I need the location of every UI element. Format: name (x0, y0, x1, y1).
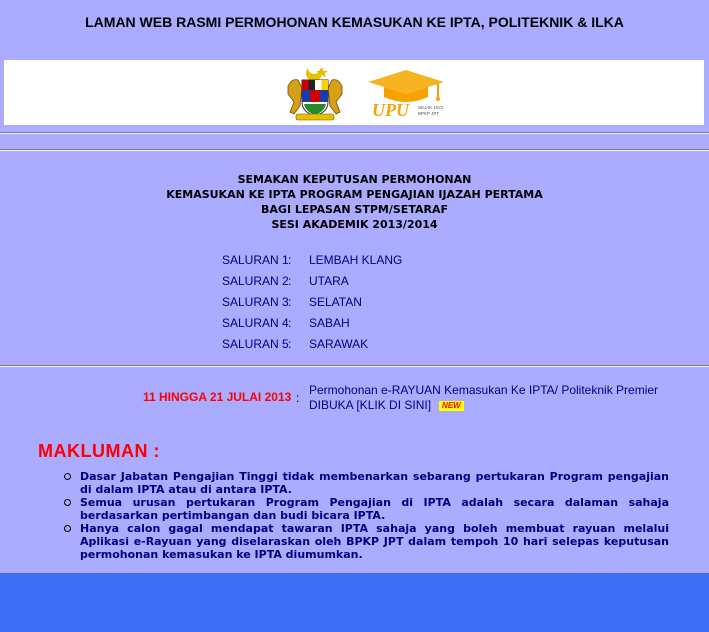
channel-link-selatan[interactable]: SELATAN (309, 295, 362, 309)
divider (0, 149, 709, 151)
heading-line-3: BAGI LEPASAN STPM/SETARAF (261, 203, 448, 216)
makluman-list (62, 470, 669, 561)
makluman-item-text: Hanya calon gagal mendapat tawaran IPTA sahaja yang boleh membuat rayuan melalui Aplikasi e-Rayuan yang diselaraskan oleh BPKP JPT dalam tempoh 10 hari selepas keputusan permohonan kemasukan ke IPTA diumumkan. (80, 522, 669, 561)
upu-logo-text: UPU (372, 100, 409, 120)
bullet-icon (64, 525, 71, 532)
channel-label: SALURAN 4 (222, 316, 289, 330)
bullet-icon (64, 473, 71, 480)
channel-list (222, 253, 402, 358)
channel-colon: : (288, 295, 292, 309)
channel-label: SALURAN 1 (222, 253, 289, 267)
channel-label: SALURAN 2 (222, 274, 289, 288)
channel-label: SALURAN 3 (222, 295, 289, 309)
bullet-icon (64, 499, 71, 506)
heading-line-4: SESI AKADEMIK 2013/2014 (271, 218, 438, 231)
channel-item-5[interactable] (222, 337, 402, 358)
channel-colon: : (288, 337, 292, 351)
divider (0, 132, 709, 134)
channel-item-2[interactable] (222, 274, 402, 295)
channel-colon: : (288, 274, 292, 288)
list-item (62, 496, 669, 522)
channel-link-lembah-klang[interactable]: LEMBAH KLANG (309, 253, 403, 267)
channel-colon: : (288, 253, 292, 267)
upu-logo-caption-2: BPKP JPT (418, 111, 440, 116)
new-badge: NEW (439, 401, 464, 411)
channel-colon: : (288, 316, 292, 330)
logo-banner (4, 60, 704, 125)
notice-text-line-2[interactable]: DIBUKA [KLIK DI SINI] (309, 398, 432, 412)
channel-link-utara[interactable]: UTARA (309, 274, 349, 288)
upu-logo-caption-1: SEJAK 1972 (418, 105, 444, 110)
erayuan-notice-link[interactable] (309, 383, 689, 413)
channel-link-sarawak[interactable]: SARAWAK (309, 337, 369, 351)
notice-colon: : (296, 391, 300, 405)
notice-date: 11 HINGGA 21 JULAI 2013 (143, 390, 292, 404)
notice-text-line-1[interactable]: Permohonan e-RAYUAN Kemasukan Ke IPTA/ Politeknik Premier (309, 383, 659, 397)
channel-link-sabah[interactable]: SABAH (309, 316, 350, 330)
results-heading (0, 172, 709, 232)
footer-bar (0, 573, 709, 632)
list-item (62, 522, 669, 561)
makluman-title: MAKLUMAN : (38, 441, 160, 461)
list-item (62, 470, 669, 496)
channel-item-4[interactable] (222, 316, 402, 337)
heading-line-1: SEMAKAN KEPUTUSAN PERMOHONAN (237, 173, 472, 186)
channel-label: SALURAN 5 (222, 337, 289, 351)
divider (0, 365, 709, 367)
channel-item-1[interactable] (222, 253, 402, 274)
page-title: LAMAN WEB RASMI PERMOHONAN KEMASUKAN KE IPTA, POLITEKNIK & ILKA (85, 14, 624, 30)
upu-logo-icon (366, 68, 456, 120)
makluman-item-text: Dasar Jabatan Pengajian Tinggi tidak membenarkan sebarang pertukaran Program pengajian di dalam IPTA atau di antara IPTA. (80, 470, 669, 496)
malaysia-coat-of-arms-icon (284, 64, 346, 122)
channel-item-3[interactable] (222, 295, 402, 316)
heading-line-2: KEMASUKAN KE IPTA PROGRAM PENGAJIAN IJAZAH PERTAMA (166, 188, 543, 201)
makluman-item-text: Semua urusan pertukaran Program Pengajian di IPTA adalah secara dalaman sahaja berdasarkan pertimbangan dan budi bicara IPTA. (80, 496, 669, 522)
